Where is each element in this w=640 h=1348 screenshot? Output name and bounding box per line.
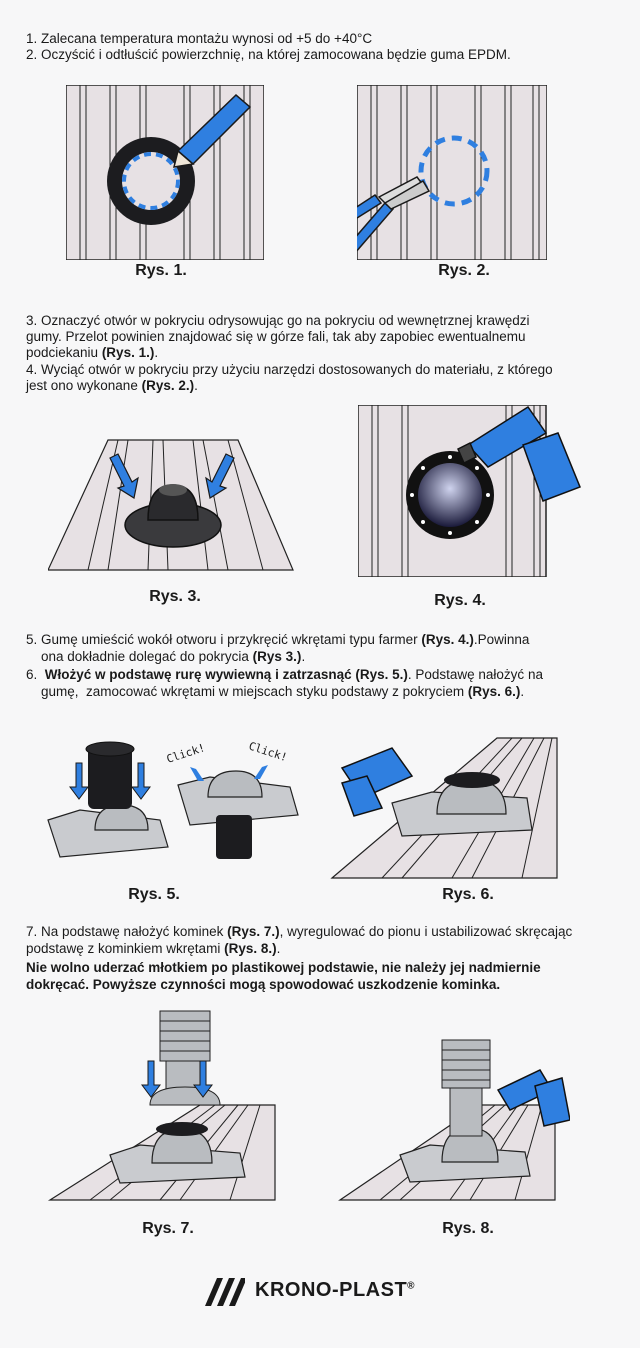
brand-logo: [205, 1272, 415, 1308]
click-label-left: Click!: [164, 741, 207, 766]
warning-line-2: dokręcać. Powyższe czynności mogą spowodować uszkodzenie kominka.: [26, 977, 501, 992]
warning-line-1: Nie wolno uderzać młotkiem po plastikowej podstawie, nie należy jej nadmiernie: [26, 960, 541, 975]
step-3-line-3: podciekaniu (Rys. 1.).: [26, 345, 159, 360]
caption-rys-7: Rys. 7.: [142, 1220, 194, 1237]
figure-rys-3: [48, 430, 298, 575]
caption-rys-4: Rys. 4.: [434, 592, 486, 609]
figure-rys-7: [40, 1005, 280, 1205]
click-label-right: Click!: [247, 739, 289, 765]
caption-rys-1: Rys. 1.: [135, 262, 187, 279]
figure-rys-4: [358, 405, 588, 577]
step-5-line-1: 5. Gumę umieścić wokół otworu i przykręcić wkrętami typu farmer (Rys. 4.).Powinna: [26, 632, 530, 647]
step-4-line-2: jest ono wykonane (Rys. 2.).: [26, 378, 198, 393]
step-7-line-2: podstawę z kominkiem wkrętami (Rys. 8.).: [26, 941, 281, 956]
caption-rys-6: Rys. 6.: [442, 886, 494, 903]
step-4-line-1: 4. Wyciąć otwór w pokryciu przy użyciu narzędzi dostosowanych do materiału, z którego: [26, 362, 553, 377]
caption-rys-2: Rys. 2.: [438, 262, 490, 279]
step-7-line-1: 7. Na podstawę nałożyć kominek (Rys. 7.), wyregulować do pionu i ustabilizować skręcając: [26, 924, 573, 939]
brand-name: KRONO-PLAST®: [255, 1278, 416, 1301]
figure-rys-1: [66, 85, 264, 260]
step-6-line-2: gumę, zamocować wkrętami w miejscach styku podstawy z pokryciem (Rys. 6.).: [26, 684, 525, 699]
krono-plast-logo-icon: [205, 1272, 245, 1308]
figure-rys-8: [330, 1010, 570, 1205]
caption-rys-8: Rys. 8.: [442, 1220, 494, 1237]
step-3-line-1: 3. Oznaczyć otwór w pokryciu odrysowując go na pokryciu od wewnętrznej krawędzi: [26, 313, 530, 328]
step-3-line-2: gumy. Przelot powinien znajdować się w górze fali, tak aby zapobiec ewentualnemu: [26, 329, 526, 344]
figure-rys-5: [40, 735, 310, 870]
step-6-line-1: 6. Włożyć w podstawę rurę wywiewną i zatrzasnąć (Rys. 5.). Podstawę nałożyć na: [26, 667, 543, 682]
step-5-line-2: ona dokładnie dolegać do pokrycia (Rys 3.).: [26, 649, 306, 664]
step-1: 1. Zalecana temperatura montażu wynosi od +5 do +40°C: [26, 31, 373, 46]
caption-rys-5: Rys. 5.: [128, 886, 180, 903]
step-2: 2. Oczyścić i odtłuścić powierzchnię, na której zamocowana będzie guma EPDM.: [26, 47, 511, 62]
figure-rys-2: [357, 85, 547, 260]
caption-rys-3: Rys. 3.: [149, 588, 201, 605]
figure-rys-6: [322, 728, 562, 883]
